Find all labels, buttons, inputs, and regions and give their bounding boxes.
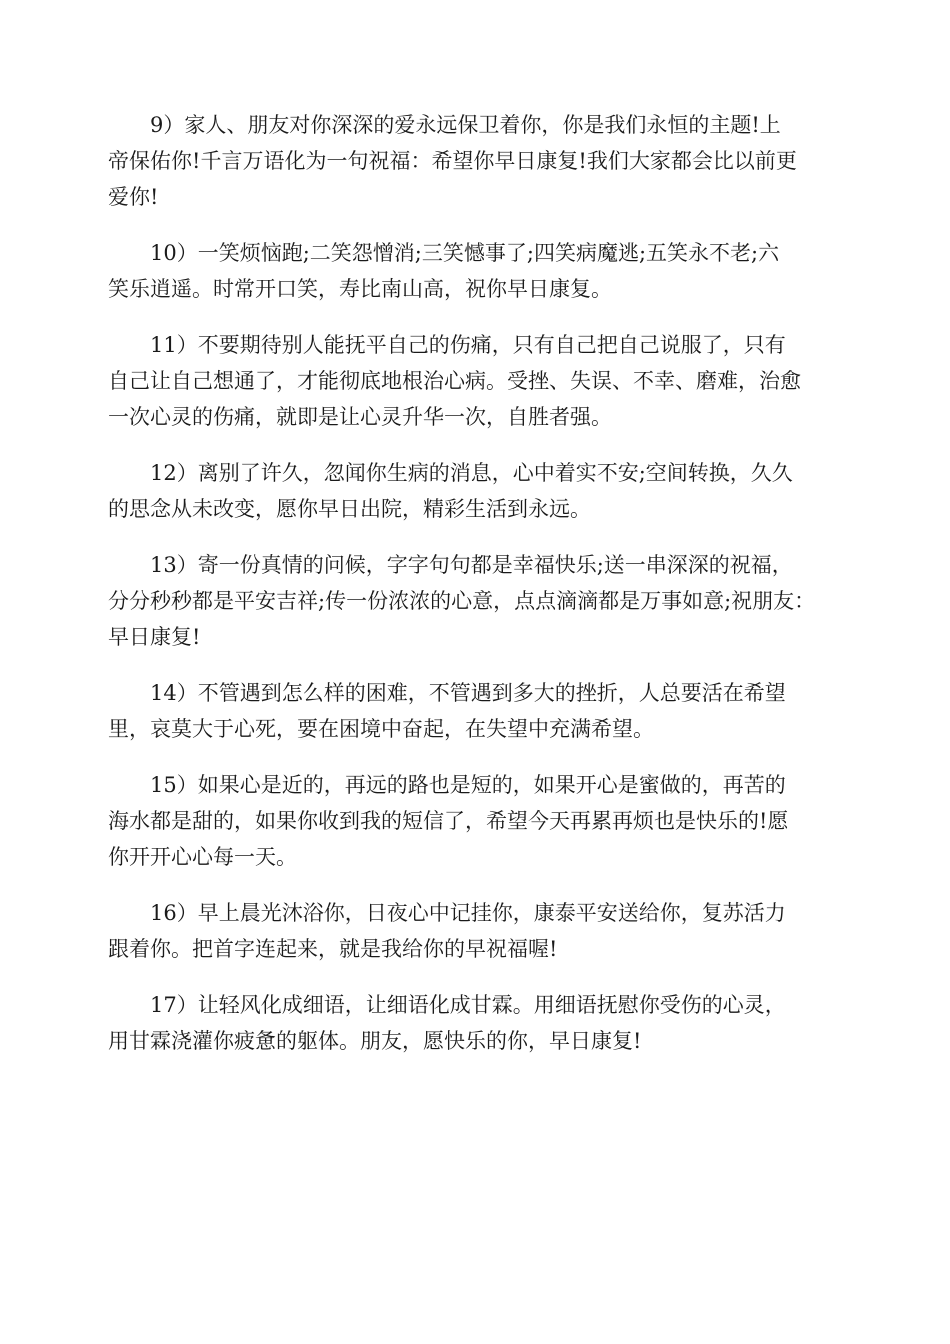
paragraph-line: 一次心灵的伤痛，就即是让心灵升华一次，自胜者强。 bbox=[108, 405, 612, 429]
paragraph-line: 里，哀莫大于心死，要在困境中奋起，在失望中充满希望。 bbox=[108, 717, 654, 741]
paragraph-10 bbox=[108, 235, 848, 307]
paragraph-16 bbox=[108, 895, 848, 967]
document-page bbox=[108, 107, 848, 1079]
paragraph-line: 帝保佑你!千言万语化为一句祝福：希望你早日康复!我们大家都会比以前更 bbox=[108, 149, 797, 173]
paragraph-9 bbox=[108, 107, 848, 215]
paragraph-line: 用甘霖浇灌你疲惫的躯体。朋友，愿快乐的你，早日康复! bbox=[108, 1029, 642, 1053]
paragraph-line: 17）让轻风化成细语，让细语化成甘霖。用细语抚慰你受伤的心灵， bbox=[150, 993, 786, 1017]
paragraph-line: 9）家人、朋友对你深深的爱永远保卫着你，你是我们永恒的主题!上 bbox=[150, 113, 781, 137]
paragraph-line: 自己让自己想通了，才能彻底地根治心病。受挫、失误、不幸、磨难，治愈 bbox=[108, 369, 801, 393]
paragraph-line: 14）不管遇到怎么样的困难，不管遇到多大的挫折，人总要活在希望 bbox=[150, 681, 786, 705]
paragraph-11 bbox=[108, 327, 848, 435]
paragraph-line: 分分秒秒都是平安吉祥;传一份浓浓的心意，点点滴滴都是万事如意;祝朋友： bbox=[108, 589, 816, 613]
paragraph-line: 11）不要期待别人能抚平自己的伤痛，只有自己把自己说服了，只有 bbox=[150, 333, 786, 357]
paragraph-14 bbox=[108, 675, 848, 747]
paragraph-line: 13）寄一份真情的问候，字字句句都是幸福快乐;送一串深深的祝福， bbox=[150, 553, 793, 577]
paragraph-line: 15）如果心是近的，再远的路也是短的，如果开心是蜜做的，再苦的 bbox=[150, 773, 786, 797]
paragraph-line: 海水都是甜的，如果你收到我的短信了，希望今天再累再烦也是快乐的!愿 bbox=[108, 809, 789, 833]
paragraph-line: 爱你! bbox=[108, 185, 159, 209]
paragraph-line: 你开开心心每一天。 bbox=[108, 845, 297, 869]
paragraph-13 bbox=[108, 547, 848, 655]
paragraph-line: 跟着你。把首字连起来，就是我给你的早祝福喔! bbox=[108, 937, 558, 961]
paragraph-12 bbox=[108, 455, 848, 527]
paragraph-15 bbox=[108, 767, 848, 875]
paragraph-line: 早日康复! bbox=[108, 625, 201, 649]
paragraph-line: 笑乐逍遥。时常开口笑，寿比南山高，祝你早日康复。 bbox=[108, 277, 612, 301]
paragraph-line: 16）早上晨光沐浴你，日夜心中记挂你，康泰平安送给你，复苏活力 bbox=[150, 901, 786, 925]
paragraph-line: 10）一笑烦恼跑;二笑怨憎消;三笑憾事了;四笑病魔逃;五笑永不老;六 bbox=[150, 241, 780, 265]
paragraph-line: 12）离别了许久，忽闻你生病的消息，心中着实不安;空间转换，久久 bbox=[150, 461, 793, 485]
paragraph-line: 的思念从未改变，愿你早日出院，精彩生活到永远。 bbox=[108, 497, 591, 521]
paragraph-17 bbox=[108, 987, 848, 1059]
